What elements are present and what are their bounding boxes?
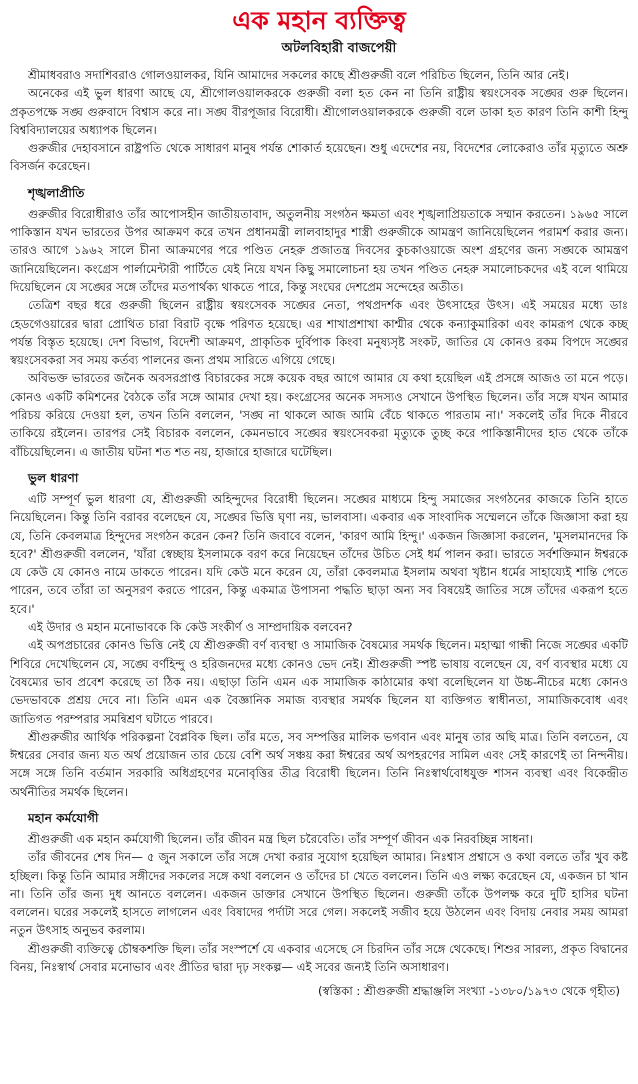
section-paragraph: শ্রীগুরুজী এক মহান কর্মযোগী ছিলেন। তাঁর জীবন মন্ত্র ছিল চরৈবেতি। তাঁর সম্পূর্ণ জীবন এক নিরবচ্ছিন্ন সাধনা।	[28, 831, 534, 846]
section-karmayogi	[10, 809, 628, 976]
section-paragraph: এটি সম্পূর্ণ ভুল ধারণা যে, শ্রীগুরুজী অহিন্দুদের বিরোধী ছিলেন। সঙ্ঘের মাধ্যমে হিন্দু সমাজের সংগঠনের কাজকে তিনি হাতে নিয়েছিলেন। কিন্তু তিনি বরাবর বলেছেন যে, সঙ্ঘের ভিত্তি ঘৃণা নয়, ভালবাসা। একবার এক সাংবাদিক সম্মেলনে তাঁকে জিজ্ঞাসা করা হয় যে, তিনি কেবলমাত্র হিন্দুদের সংগঠন করেন কেন? তিনি জবাবে বলেন, 'কারণ আমি হিন্দু।' একজন জিজ্ঞাসা করলেন, 'মুসলমানদের কি হবে?' শ্রীগুরুজী বললেন, 'যাঁরা স্বেচ্ছায় ইসলামকে বরণ করে নিয়েছেন তাঁদের উচিত সেই ধর্ম পালন করা। ভারতে সর্বশক্তিমান ঈশ্বরকে যে কেউ যে কোনও নামে ডাকতে পারেন। যদি কেউ মনে করেন যে, তাঁরা কেবলমাত্র ইসলাম অথবা খৃষ্টান ধর্মের সাহায্যেই শান্তি পেতে পারেন, তবে তাঁরা তা অনুসরণ করতে পারেন, কিন্তু একমাত্র উপাসনা পদ্ধতি ছাড়া অন্য সব বিষয়েই জাতির সঙ্গে তাঁদের একরূপ হতে হবে।'	[10, 491, 628, 616]
intro-block	[10, 66, 628, 176]
section-paragraph: শ্রীগুরুজীর আর্থিক পরিকল্পনা বৈপ্লবিক ছিল। তাঁর মতে, সব সম্পত্তির মালিক ভগবান এবং মানুষ তার অছি মাত্র। তিনি বলতেন, যে ঈশ্বরের সেবার জন্য যত অর্থ প্রয়োজন তার চেয়ে বেশি অর্থ সঞ্চয় করা ঈশ্বরের অর্থ অপহরণের সামিল এবং সেই কারণেই তা নিন্দনীয়। সঙ্গে সঙ্গে তিনি বর্তমান সরকারি অধিগ্রহণের মনোবৃত্তির তীব্র বিরোধী ছিলেন। তিনি নিঃস্বার্থবোধযুক্ত শাসন ব্যবস্থা এবং বিকেন্দ্রীত অর্থনীতির সমর্থক ছিলেন।	[10, 729, 628, 799]
section-paragraph: শ্রীগুরুজী ব্যক্তিত্বে চৌম্বকশক্তি ছিল। তাঁর সংস্পর্শে যে একবার এসেছে সে চিরদিন তাঁর সঙ্গে থেকেছে। শিশুর সারল্য, প্রকৃত বিদ্বানের বিনয়, নিঃস্বার্থ সেবার মনোভাব এবং প্রীতির দ্বারা দৃঢ় সংকল্প— এই সবের জন্যই তিনি অসাধারণ।	[10, 941, 628, 975]
source-note: (স্বস্তিকা : শ্রীগুরুজী শ্রদ্ধাঞ্জলি সংখ্যা -১৩৮০/১৯৭৩ থেকে গৃহীত)	[317, 984, 620, 999]
section-discipline	[10, 184, 628, 461]
section-paragraph: অবিভক্ত ভারতের জনৈক অবসরপ্রাপ্ত বিচারকের সঙ্গে কয়েক বছর আগে আমার যে কথা হয়েছিল এই প্রসঙ্গে আজও তা মনে পড়ে। কোনও একটি কমিশনের বৈঠকে তাঁর সঙ্গে আমার দেখা হয়। কংগ্রেসের অনেক সদস্যও সেখানে উপস্থিত ছিলেন। তাঁর সঙ্গে যখন আমার পরিচয় করিয়ে দেওয়া হল, তখন তিনি বললেন, 'সঙ্ঘ না থাকলে আজ আমি বেঁচে থাকতে পারতাম না।' সকলেই তাঁর দিকে নীরবে তাকিয়ে রইলেন। তারপর সেই বিচারক বললেন, কেমনভাবে সঙ্ঘের স্বয়ংসেবকরা মৃত্যুকে তুচ্ছ করে পাকিস্তানীদের হাত থেকে তাঁকে বাঁচিয়েছিলেন। এ জাতীয় ঘটনা শত শত নয়, হাজারে হাজারে ঘটেছিল।	[10, 371, 628, 459]
intro-paragraph: গুরুজীর দেহাবসানে রাষ্ট্রপতি থেকে সাধারণ মানুষ পর্যন্ত শোকার্ত হয়েছেন। শুধু এদেশের নয়, বিদেশের লোকেরাও তাঁর মৃত্যুতে অশ্রু বিসর্জন করেছেন।	[10, 141, 628, 174]
section-paragraph: তেত্রিশ বছর ধরে গুরুজী ছিলেন রাষ্ট্রীয় স্বয়ংসেবক সঙ্ঘের নেতা, পথপ্রদর্শক এবং উৎসাহের উৎস। এই সময়ের মধ্যে ডাঃ হেডগেওয়ারের দ্বারা প্রোথিত চারা বিরাট বৃক্ষে পরিণত হয়েছে। এর শাখাপ্রশাখা কাশ্মীর থেকে কন্যাকুমারিকা এবং কামরূপ থেকে কচ্ছ পর্যন্ত বিস্তৃত হয়েছে। দেশ বিভাগ, বিদেশী আক্রমণ, প্রাকৃতিক দুর্বিপাক কিংবা মনুষ্যসৃষ্ট সংকট, জাতির যে কোনও রকম বিপদে সঙ্ঘের স্বয়ংসেবকরা সব সময় কর্তব্য পালনের জন্য প্রথম সারিতে এগিয়ে গেছে।	[10, 298, 628, 368]
section-misconception	[10, 469, 628, 801]
section-paragraph: গুরুজীর বিরোধীরাও তাঁর আপোসহীন জাতীয়তাবাদ, অতুলনীয় সংগঠন ক্ষমতা এবং শৃঙ্খলাপ্রিয়তাকে সম্মান করতেন। ১৯৬৫ সালে পাকিস্তান যখন ভারতের উপর আক্রমণ করে তখন প্রধানমন্ত্রী লালবাহাদুর শাস্ত্রী গুরুজীকে আমন্ত্রণ জানিয়েছিলেন পরামর্শ করার জন্য। তারও আগে ১৯৬২ সালে চীনা আক্রমণের পরে পণ্ডিত নেহরু প্রজাতন্ত্র দিবসের কুচকাওয়াজে অংশ গ্রহণের জন্য সঙ্ঘকে আমন্ত্রণ জানিয়েছিলেন। কংগ্রেস পার্লামেন্টারী পার্টিতে যেই নিয়ে যখন কিছু সমালোচনা হয় তখন পণ্ডিত নেহরু সমালোচকদের এই বলে থামিয়ে দিয়েছিলেন যে সঙ্ঘের সঙ্গে তাঁদের মতপার্থক্য থাকতে পারে, কিন্তু সংঘের দেশপ্রেম সন্দেহের অতীত।	[10, 206, 628, 294]
section-heading: ভুল ধারণা	[28, 470, 79, 485]
article-title: এক মহান ব্যক্তিত্ব	[232, 6, 406, 35]
intro-paragraph: অনেকের এই ভুল ধারণা আছে যে, শ্রীগোলওয়ালকরকে গুরুজী বলা হত কেন না তিনি রাষ্ট্রীয় স্বয়ংসেবক সঙ্ঘের গুরু ছিলেন। প্রকৃতপক্ষে সঙ্ঘ গুরুবাদে বিশ্বাস করে না। সঙ্ঘ বীরপূজার বিরোধী। শ্রীগোলওয়ালকরকে গুরুজী বলে ডাকা হত কারণ তিনি কাশী হিন্দু বিশ্ববিদ্যালয়ের অধ্যাপক ছিলেন।	[10, 86, 628, 137]
article-author: অটলবিহারী বাজপেয়ী	[281, 41, 397, 56]
section-heading: শৃঙ্খলাপ্রীতি	[28, 185, 85, 200]
section-paragraph: তাঁর জীবনের শেষ দিন— ৫ জুন সকালে তাঁর সঙ্গে দেখা করার সুযোগ হয়েছিল আমার। নিঃশ্বাস প্রশ্বাসে ও কথা বলতে তাঁর খুব কষ্ট হচ্ছিল। কিন্তু তিনি আমার সঙ্গীদের সকলের সঙ্গে কথা বললেন ও তাঁদের চা খেতে বললেন। তিনি এও লক্ষ্য করেছেন যে, একজন চা খান না। তিনি তাঁর জন্য দুধ আনতে বললেন। একজন ডাক্তার সেখানে উপস্থিত ছিলেন। গুরুজী তাঁকে উপলক্ষ করে দুটি হাসির ঘটনা বললেন। ঘরের সকলেই হাসতে লাগলেন এবং বিষাদের পর্দাটা সরে গেল। সকলেই সজীব হয়ে উঠলেন এবং বিদায় নেবার সময় আমরা নতুন উৎসাহ অনুভব করলাম।	[10, 850, 628, 938]
section-paragraph: এই উদার ও মহান মনোভাবকে কি কেউ সংকীর্ণ ও সাম্প্রদায়িক বলবেন?	[28, 620, 353, 635]
section-heading: মহান কর্মযোগী	[28, 810, 99, 825]
intro-paragraph: শ্রীমাধবরাও সদাশিবরাও গোলওয়ালকর, যিনি আমাদের সকলের কাছে শ্রীগুরুজী বলে পরিচিত ছিলেন, তিনি আর নেই।	[28, 68, 569, 82]
section-paragraph: এই অপপ্রচারের কোনও ভিত্তি নেই যে শ্রীগুরুজী বর্ণ ব্যবস্থা ও সামাজিক বৈষম্যের সমর্থক ছিলেন। মহাত্মা গান্ধী নিজে সঙ্ঘের একটি শিবিরে দেখেছিলেন যে, সঙ্ঘে বর্ণহিন্দু ও হরিজনদের মধ্যে কোনও ভেদ নেই। শ্রীগুরুজী স্পষ্ট ভাষায় বলেছেন যে, বর্ণ ব্যবস্থার মধ্যে যে বৈষম্যের ভাব প্রবেশ করেছে তা ঠিক নয়। এছাড়া তিনি এমন এক সামাজিক কাঠামোর কথা বলেছিলেন যা উচ্চ-নীচের মধ্যে কোনও ভেদভাবকে প্রশ্রয় দেবে না। তিনি এমন এক বৈজ্ঞানিক সমাজ ব্যবস্থার সমর্থক ছিলেন যা ব্যক্তিগত স্বাধীনতা, সামাজিকবোধ এবং জাতিগত পরম্পরার সমন্বিশ্রণ ঘটাতে পারবে।	[10, 638, 628, 726]
